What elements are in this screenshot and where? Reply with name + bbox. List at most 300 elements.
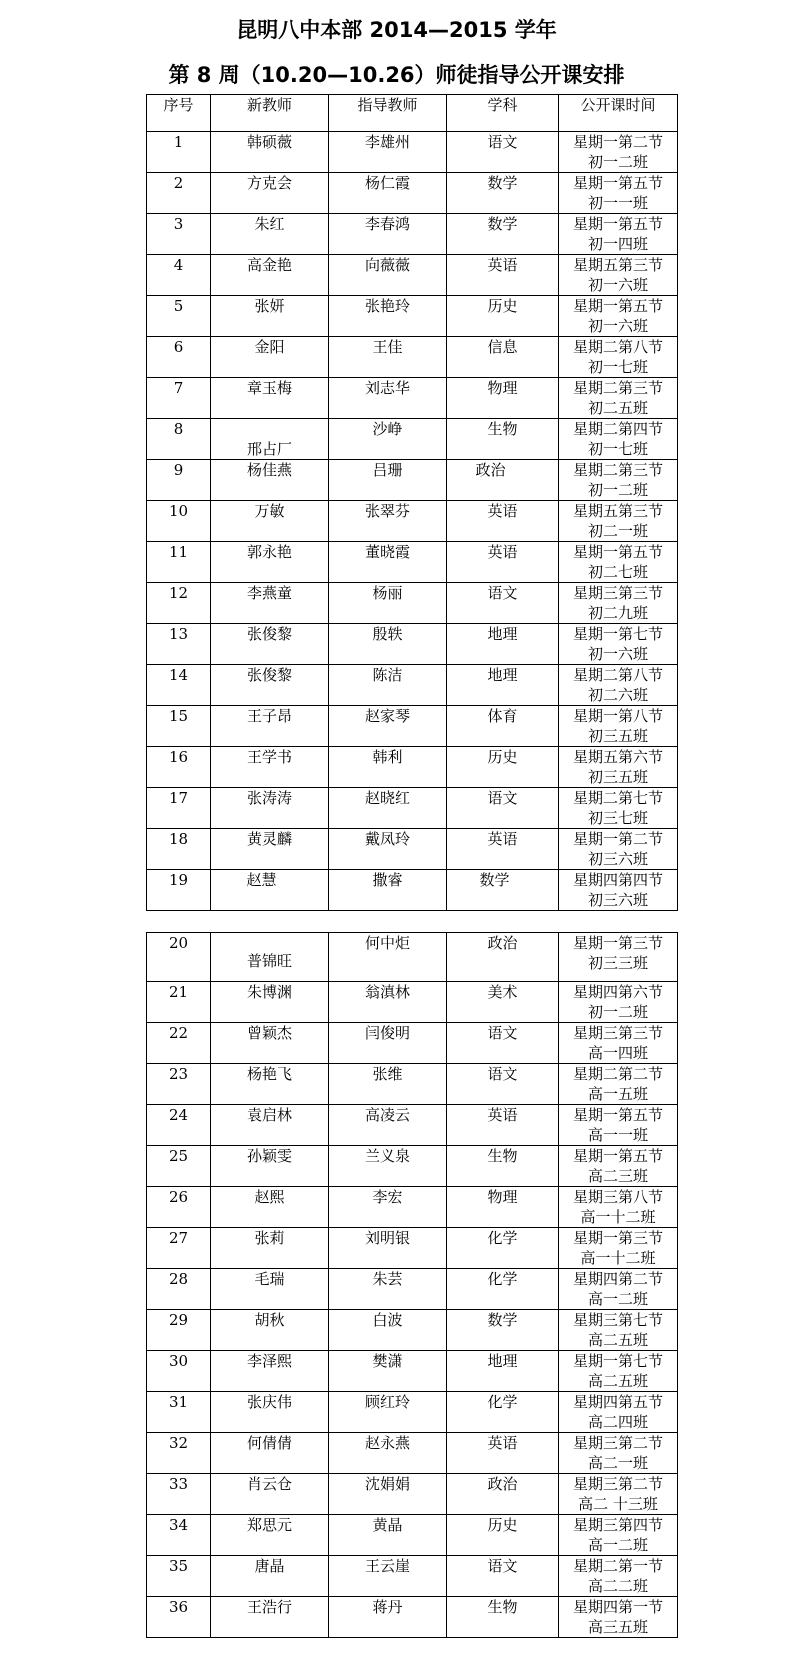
cell-subject: 政治: [447, 1474, 559, 1515]
cell-new-teacher: 高金艳: [211, 255, 329, 296]
cell-new-teacher: 黄灵麟: [211, 829, 329, 870]
class-time-period: 星期一第五节: [572, 174, 663, 192]
class-time-class: 初二六班: [587, 686, 648, 704]
cell-mentor: 李雄州: [329, 132, 447, 173]
class-time-class: 初二一班: [587, 522, 648, 540]
cell-new-teacher: 张庆伟: [211, 1392, 329, 1433]
cell-subject: 语文: [447, 1556, 559, 1597]
table-body-part1: [147, 132, 678, 911]
cell-number: 21: [147, 982, 211, 1023]
cell-subject: 数学: [447, 1310, 559, 1351]
table-row: [147, 255, 678, 296]
class-time-period: 星期一第五节: [572, 543, 663, 561]
cell-class-time: [559, 1187, 678, 1228]
cell-number: 36: [147, 1597, 211, 1638]
class-time-class: 高一二班: [587, 1536, 648, 1554]
class-time-period: 星期一第二节: [572, 830, 663, 848]
cell-subject: 英语: [447, 542, 559, 583]
class-time-class: 高二四班: [587, 1413, 648, 1431]
cell-mentor: 吕珊: [329, 460, 447, 501]
cell-mentor: 张翠芬: [329, 501, 447, 542]
cell-number: 30: [147, 1351, 211, 1392]
class-time-period: 星期四第二节: [572, 1270, 663, 1288]
cell-number: 17: [147, 788, 211, 829]
cell-subject: 化学: [447, 1228, 559, 1269]
schedule-table-part2: [146, 932, 678, 1638]
cell-class-time: [559, 747, 678, 788]
cell-subject: 生物: [447, 1146, 559, 1187]
cell-new-teacher: 赵慧: [211, 870, 329, 911]
cell-class-time: [559, 706, 678, 747]
class-time-class: 初一二班: [587, 1003, 648, 1021]
cell-mentor: 沈娟娟: [329, 1474, 447, 1515]
class-time-period: 星期三第三节: [572, 1024, 663, 1042]
class-time-period: 星期一第五节: [572, 1106, 663, 1124]
class-time-period: 星期一第五节: [572, 1147, 663, 1165]
cell-new-teacher: 韩硕薇: [211, 132, 329, 173]
cell-subject: 语文: [447, 788, 559, 829]
class-time-period: 星期五第三节: [572, 502, 663, 520]
class-time-class: 初三三班: [587, 954, 648, 972]
cell-new-teacher: 朱红: [211, 214, 329, 255]
class-time-period: 星期二第八节: [572, 338, 663, 356]
cell-new-teacher: 郭永艳: [211, 542, 329, 583]
class-time-class: 初一六班: [587, 645, 648, 663]
cell-class-time: [559, 501, 678, 542]
cell-new-teacher: 胡秋: [211, 1310, 329, 1351]
cell-mentor: 王佳: [329, 337, 447, 378]
cell-number: 1: [147, 132, 211, 173]
class-time-class: 高三五班: [587, 1618, 648, 1636]
cell-number: 9: [147, 460, 211, 501]
cell-number: 18: [147, 829, 211, 870]
table-row: [147, 747, 678, 788]
cell-mentor: 杨仁霞: [329, 173, 447, 214]
cell-number: 35: [147, 1556, 211, 1597]
class-time-period: 星期一第七节: [572, 625, 663, 643]
table-row: [147, 173, 678, 214]
table-row: [147, 1023, 678, 1064]
cell-number: 16: [147, 747, 211, 788]
class-time-class: 高一十二班: [580, 1249, 656, 1267]
cell-number: 26: [147, 1187, 211, 1228]
class-time-period: 星期三第三节: [572, 584, 663, 602]
cell-class-time: [559, 788, 678, 829]
class-time-class: 初一七班: [587, 358, 648, 376]
table-row: [147, 1228, 678, 1269]
cell-class-time: [559, 1269, 678, 1310]
cell-class-time: [559, 173, 678, 214]
cell-new-teacher: 张莉: [211, 1228, 329, 1269]
cell-number: 6: [147, 337, 211, 378]
class-time-class: 初一一班: [587, 194, 648, 212]
class-time-period: 星期二第一节: [572, 1557, 663, 1575]
cell-new-teacher: 郑思元: [211, 1515, 329, 1556]
cell-subject: 地理: [447, 624, 559, 665]
table-row: [147, 460, 678, 501]
table-body-part2: [147, 933, 678, 1638]
cell-class-time: [559, 378, 678, 419]
class-time-period: 星期四第一节: [572, 1598, 663, 1616]
cell-number: 5: [147, 296, 211, 337]
class-time-class: 初一二班: [587, 153, 648, 171]
header-class-time: 公开课时间: [559, 95, 678, 132]
cell-subject: 历史: [447, 1515, 559, 1556]
class-time-period: 星期一第二节: [572, 133, 663, 151]
cell-subject: 化学: [447, 1392, 559, 1433]
cell-new-teacher: 王学书: [211, 747, 329, 788]
cell-new-teacher: 唐晶: [211, 1556, 329, 1597]
cell-new-teacher: 曾颖杰: [211, 1023, 329, 1064]
cell-number: 10: [147, 501, 211, 542]
cell-class-time: [559, 1023, 678, 1064]
class-time-class: 高一二班: [587, 1290, 648, 1308]
cell-subject: 政治: [447, 933, 559, 982]
cell-number: 31: [147, 1392, 211, 1433]
cell-new-teacher: 张俊黎: [211, 665, 329, 706]
cell-class-time: [559, 1474, 678, 1515]
class-time-period: 星期五第三节: [572, 256, 663, 274]
cell-subject: 语文: [447, 132, 559, 173]
class-time-period: 星期一第三节: [572, 1229, 663, 1247]
cell-class-time: [559, 1392, 678, 1433]
table-row: [147, 1187, 678, 1228]
cell-subject: 语文: [447, 1023, 559, 1064]
cell-subject: 数学: [447, 870, 559, 911]
cell-subject: 历史: [447, 296, 559, 337]
cell-new-teacher: 普锦旺: [211, 933, 329, 982]
cell-class-time: [559, 624, 678, 665]
cell-subject: 化学: [447, 1269, 559, 1310]
cell-class-time: [559, 982, 678, 1023]
class-time-class: 高二二班: [587, 1577, 648, 1595]
header-mentor: 指导教师: [329, 95, 447, 132]
schedule-table-part1: [146, 94, 678, 911]
table-header-row: [147, 95, 678, 132]
cell-class-time: [559, 829, 678, 870]
class-time-class: 初一七班: [587, 440, 648, 458]
cell-mentor: 张维: [329, 1064, 447, 1105]
header-new-teacher: 新教师: [211, 95, 329, 132]
cell-class-time: [559, 1433, 678, 1474]
class-time-period: 星期二第二节: [572, 1065, 663, 1083]
cell-class-time: [559, 870, 678, 911]
cell-mentor: 杨丽: [329, 583, 447, 624]
cell-subject: 体育: [447, 706, 559, 747]
class-time-period: 星期四第四节: [572, 871, 663, 889]
table-row: [147, 1351, 678, 1392]
class-time-period: 星期二第三节: [572, 461, 663, 479]
table-row: [147, 337, 678, 378]
table-row: [147, 542, 678, 583]
title-week-schedule: 第 8 周（10.20—10.26）师徒指导公开课安排: [168, 63, 625, 87]
table-row: [147, 1556, 678, 1597]
cell-subject: 生物: [447, 419, 559, 460]
class-time-class: 初二五班: [587, 399, 648, 417]
cell-mentor: 王云崖: [329, 1556, 447, 1597]
class-time-class: 高二一班: [587, 1454, 648, 1472]
table-row: [147, 296, 678, 337]
cell-class-time: [559, 255, 678, 296]
class-time-class: 初一四班: [587, 235, 648, 253]
class-time-class: 初三六班: [587, 891, 648, 909]
class-time-class: 初二七班: [587, 563, 648, 581]
cell-mentor: 白波: [329, 1310, 447, 1351]
cell-mentor: 向薇薇: [329, 255, 447, 296]
cell-subject: 英语: [447, 1433, 559, 1474]
cell-new-teacher: 何倩倩: [211, 1433, 329, 1474]
class-time-class: 高二五班: [587, 1331, 648, 1349]
cell-number: 11: [147, 542, 211, 583]
class-time-period: 星期三第七节: [572, 1311, 663, 1329]
class-time-period: 星期三第二节: [572, 1434, 663, 1452]
cell-number: 8: [147, 419, 211, 460]
table-row: [147, 378, 678, 419]
cell-class-time: [559, 132, 678, 173]
title-school-year: 昆明八中本部 2014—2015 学年: [236, 18, 557, 42]
cell-new-teacher: 张俊黎: [211, 624, 329, 665]
cell-number: 28: [147, 1269, 211, 1310]
cell-class-time: [559, 1310, 678, 1351]
cell-new-teacher: 方克会: [211, 173, 329, 214]
cell-mentor: 撒睿: [329, 870, 447, 911]
class-time-period: 星期四第五节: [572, 1393, 663, 1411]
cell-class-time: [559, 665, 678, 706]
cell-subject: 英语: [447, 829, 559, 870]
cell-number: 3: [147, 214, 211, 255]
class-time-period: 星期三第八节: [572, 1188, 663, 1206]
cell-class-time: [559, 1351, 678, 1392]
cell-subject: 数学: [447, 173, 559, 214]
cell-mentor: 李宏: [329, 1187, 447, 1228]
cell-mentor: 闫俊明: [329, 1023, 447, 1064]
cell-mentor: 董晓霞: [329, 542, 447, 583]
cell-number: 24: [147, 1105, 211, 1146]
cell-number: 34: [147, 1515, 211, 1556]
table-row: [147, 1064, 678, 1105]
cell-new-teacher: 张涛涛: [211, 788, 329, 829]
class-time-class: 高一一班: [587, 1126, 648, 1144]
cell-number: 32: [147, 1433, 211, 1474]
cell-mentor: 樊潇: [329, 1351, 447, 1392]
table-row: [147, 583, 678, 624]
cell-new-teacher: 朱博渊: [211, 982, 329, 1023]
cell-mentor: 顾红玲: [329, 1392, 447, 1433]
cell-new-teacher: 张妍: [211, 296, 329, 337]
cell-subject: 英语: [447, 501, 559, 542]
class-time-class: 初一六班: [587, 276, 648, 294]
header-subject: 学科: [447, 95, 559, 132]
cell-mentor: 刘志华: [329, 378, 447, 419]
table-row: [147, 1105, 678, 1146]
class-time-class: 初三五班: [587, 768, 648, 786]
cell-mentor: 戴凤玲: [329, 829, 447, 870]
cell-subject: 物理: [447, 1187, 559, 1228]
cell-mentor: 翁滇林: [329, 982, 447, 1023]
class-time-period: 星期一第七节: [572, 1352, 663, 1370]
class-time-class: 初一六班: [587, 317, 648, 335]
table-row: [147, 1474, 678, 1515]
class-time-period: 星期三第二节: [572, 1475, 663, 1493]
cell-class-time: [559, 1146, 678, 1187]
cell-mentor: 兰义泉: [329, 1146, 447, 1187]
cell-class-time: [559, 1064, 678, 1105]
class-time-class: 初三五班: [587, 727, 648, 745]
cell-new-teacher: 章玉梅: [211, 378, 329, 419]
cell-mentor: 刘明银: [329, 1228, 447, 1269]
cell-number: 15: [147, 706, 211, 747]
class-time-class: 高二三班: [587, 1167, 648, 1185]
cell-class-time: [559, 419, 678, 460]
cell-subject: 语文: [447, 1064, 559, 1105]
class-time-class: 高一五班: [587, 1085, 648, 1103]
cell-number: 23: [147, 1064, 211, 1105]
table-row: [147, 933, 678, 982]
class-time-period: 星期一第三节: [572, 934, 663, 952]
cell-new-teacher: 毛瑞: [211, 1269, 329, 1310]
cell-mentor: 蒋丹: [329, 1597, 447, 1638]
cell-class-time: [559, 337, 678, 378]
cell-class-time: [559, 1228, 678, 1269]
class-time-class: 高二五班: [587, 1372, 648, 1390]
cell-number: 27: [147, 1228, 211, 1269]
cell-mentor: 何中炬: [329, 933, 447, 982]
cell-subject: 政治: [447, 460, 559, 501]
class-time-period: 星期二第三节: [572, 379, 663, 397]
class-time-period: 星期一第五节: [572, 215, 663, 233]
cell-class-time: [559, 1515, 678, 1556]
cell-class-time: [559, 1597, 678, 1638]
table-row: [147, 706, 678, 747]
class-time-class: 高二 十三班: [578, 1495, 658, 1513]
cell-number: 25: [147, 1146, 211, 1187]
cell-class-time: [559, 296, 678, 337]
cell-new-teacher: 李燕童: [211, 583, 329, 624]
cell-new-teacher: 肖云仓: [211, 1474, 329, 1515]
table-row: [147, 1392, 678, 1433]
class-time-class: 高一四班: [587, 1044, 648, 1062]
cell-new-teacher: 王子昂: [211, 706, 329, 747]
table-row: [147, 214, 678, 255]
class-time-class: 初三六班: [587, 850, 648, 868]
cell-number: 7: [147, 378, 211, 419]
cell-class-time: [559, 214, 678, 255]
class-time-period: 星期二第八节: [572, 666, 663, 684]
class-time-class: 高一十二班: [580, 1208, 656, 1226]
table-row: [147, 1310, 678, 1351]
cell-number: 33: [147, 1474, 211, 1515]
class-time-period: 星期五第六节: [572, 748, 663, 766]
cell-number: 13: [147, 624, 211, 665]
cell-subject: 数学: [447, 214, 559, 255]
table-row: [147, 1433, 678, 1474]
class-time-period: 星期一第五节: [572, 297, 663, 315]
cell-subject: 物理: [447, 378, 559, 419]
cell-subject: 美术: [447, 982, 559, 1023]
cell-number: 20: [147, 933, 211, 982]
table-row: [147, 665, 678, 706]
table-row: [147, 1269, 678, 1310]
cell-number: 2: [147, 173, 211, 214]
cell-mentor: 高凌云: [329, 1105, 447, 1146]
cell-subject: 英语: [447, 1105, 559, 1146]
class-time-class: 初三七班: [587, 809, 648, 827]
table-row: [147, 1597, 678, 1638]
table-row: [147, 870, 678, 911]
cell-new-teacher: 孙颖雯: [211, 1146, 329, 1187]
class-time-period: 星期二第四节: [572, 420, 663, 438]
table-row: [147, 624, 678, 665]
table-row: [147, 501, 678, 542]
cell-mentor: 张艳玲: [329, 296, 447, 337]
cell-number: 29: [147, 1310, 211, 1351]
class-time-period: 星期二第七节: [572, 789, 663, 807]
cell-class-time: [559, 583, 678, 624]
cell-new-teacher: 王浩行: [211, 1597, 329, 1638]
cell-mentor: 韩利: [329, 747, 447, 788]
cell-mentor: 黄晶: [329, 1515, 447, 1556]
table-row: [147, 788, 678, 829]
cell-subject: 历史: [447, 747, 559, 788]
cell-new-teacher: 金阳: [211, 337, 329, 378]
cell-class-time: [559, 460, 678, 501]
table-row: [147, 1146, 678, 1187]
cell-mentor: 赵晓红: [329, 788, 447, 829]
cell-class-time: [559, 1556, 678, 1597]
cell-class-time: [559, 542, 678, 583]
cell-number: 4: [147, 255, 211, 296]
cell-new-teacher: 杨佳燕: [211, 460, 329, 501]
cell-new-teacher: 李泽熙: [211, 1351, 329, 1392]
table-row: [147, 982, 678, 1023]
cell-mentor: 赵家琴: [329, 706, 447, 747]
class-time-class: 初一二班: [587, 481, 648, 499]
class-time-period: 星期三第四节: [572, 1516, 663, 1534]
cell-mentor: 李春鸿: [329, 214, 447, 255]
cell-new-teacher: 邢占厂: [211, 419, 329, 460]
header-number: 序号: [147, 95, 211, 132]
cell-subject: 地理: [447, 665, 559, 706]
table-row: [147, 132, 678, 173]
cell-new-teacher: 赵熙: [211, 1187, 329, 1228]
table-row: [147, 1515, 678, 1556]
cell-mentor: 赵永燕: [329, 1433, 447, 1474]
class-time-period: 星期四第六节: [572, 983, 663, 1001]
cell-mentor: 朱芸: [329, 1269, 447, 1310]
class-time-period: 星期一第八节: [572, 707, 663, 725]
cell-new-teacher: 杨艳飞: [211, 1064, 329, 1105]
cell-class-time: [559, 1105, 678, 1146]
table-row: [147, 829, 678, 870]
cell-number: 22: [147, 1023, 211, 1064]
cell-subject: 英语: [447, 255, 559, 296]
table-row: [147, 419, 678, 460]
class-time-class: 初二九班: [587, 604, 648, 622]
cell-subject: 信息: [447, 337, 559, 378]
cell-mentor: 陈洁: [329, 665, 447, 706]
cell-subject: 生物: [447, 1597, 559, 1638]
cell-mentor: 沙峥: [329, 419, 447, 460]
cell-number: 12: [147, 583, 211, 624]
cell-class-time: [559, 933, 678, 982]
cell-subject: 地理: [447, 1351, 559, 1392]
cell-number: 14: [147, 665, 211, 706]
cell-new-teacher: 万敏: [211, 501, 329, 542]
cell-number: 19: [147, 870, 211, 911]
cell-mentor: 殷轶: [329, 624, 447, 665]
cell-subject: 语文: [447, 583, 559, 624]
cell-new-teacher: 袁启林: [211, 1105, 329, 1146]
